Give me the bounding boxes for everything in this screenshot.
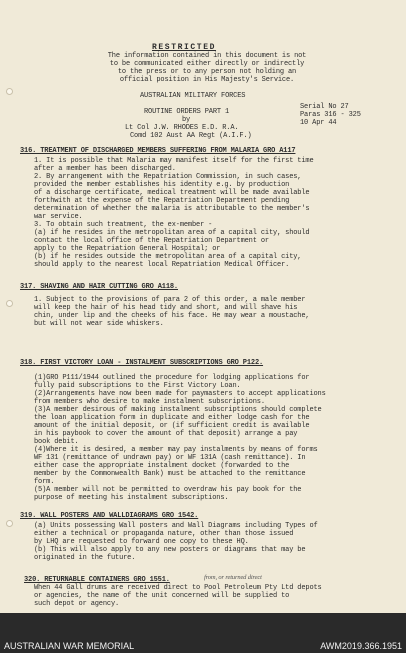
body-line: apply to the Repatriation General Hospital; or [34, 245, 221, 253]
body-line: (a) Units possessing Wall posters and Wall Diagrams including Types of [34, 522, 318, 530]
order-date: 10 Apr 44 [300, 119, 337, 127]
body-line: after a member has been discharged. [34, 165, 176, 173]
body-line: (5)A member will not be permitted to overdraw his pay book for the [34, 486, 302, 494]
punch-hole [6, 520, 13, 527]
punch-hole [6, 88, 13, 95]
notice-line: to be communicated either directly or indirectly [109, 60, 305, 68]
body-line: When 44 Gall drums are received direct to Pool Petroleum Pty Ltd depots [34, 584, 322, 592]
handwritten-annotation: from, or returned direct [204, 574, 262, 581]
body-line: 2. By arrangement with the Repatriation Commission, in such cases, [34, 173, 302, 181]
notice-line: official position in His Majesty's Service. [119, 76, 295, 84]
body-line: amount of the initial deposit, or (if sufficient credit is available [34, 422, 310, 430]
archive-name: AUSTRALIAN WAR MEMORIAL [4, 641, 135, 651]
body-line: the loan application form in duplicate and either lodge cash for the [34, 414, 310, 422]
body-line: provided the member establishes his identity e.g. by production [34, 181, 290, 189]
footer-bar [0, 613, 406, 653]
body-line: 3. To obtain such treatment, the ex-member - [34, 221, 213, 229]
body-line: (b) if he resides outside the metropolitan area of a capital city, [34, 253, 302, 261]
body-line: contact the local office of the Repatriation Department or [34, 237, 269, 245]
body-line: (a) if he resides in the metropolitan area of a capital city, should [34, 229, 310, 237]
body-line: should apply to the nearest local Repatriation Medical Officer. [34, 261, 290, 269]
body-line: form. [34, 478, 55, 486]
body-line: (3)A member desirous of making instalment subscriptions should complete [34, 406, 322, 414]
section-319-body [34, 522, 318, 562]
body-line: (2)Arrangements have now been made for paymasters to accept applications [34, 390, 326, 398]
section-320-body [34, 584, 322, 608]
body-line: (1)GRO P111/1944 outlined the procedure for lodging applications for [34, 374, 310, 382]
forces-title: AUSTRALIAN MILITARY FORCES [140, 92, 246, 100]
body-line: of a discharge certificate, medical treatment will be made available [34, 189, 310, 197]
body-line: chin, under lip and the cheeks of his face. He may wear a moustache, [34, 312, 310, 320]
body-line: book debit. [34, 438, 79, 446]
commander-name: Lt Col J.W. RHODES E.D. R.A. [125, 124, 239, 132]
security-notice [72, 52, 342, 84]
section-317-heading: 317. SHAVING AND HAIR CUTTING GRO A118. [20, 283, 178, 291]
section-316-body [34, 157, 314, 269]
restricted-marking: RESTRICTED [152, 43, 217, 52]
body-line: purpose of meeting his instalment subscriptions. [34, 494, 229, 502]
body-line: 1. It is possible that Malaria may manifest itself for the first time [34, 157, 314, 165]
section-318-heading: 318. FIRST VICTORY LOAN - INSTALMENT SUBSCRIPTIONS GRO P122. [20, 359, 264, 367]
punch-hole [6, 300, 13, 307]
body-line: member by the Commonwealth Bank) must be attached to the remittance [34, 470, 306, 478]
notice-line: The information contained in this document is not [107, 52, 307, 60]
body-line: either a technical or propaganda nature, other than those issued [34, 530, 294, 538]
archive-reference: AWM2019.366.1951 [320, 641, 402, 651]
paras-range: Paras 316 - 325 [300, 111, 361, 119]
body-line: from members who desire to make instalment subscriptions. [34, 398, 265, 406]
body-line: 1. Subject to the provisions of para 2 of this order, a male member [34, 296, 306, 304]
body-line: either case the appropriate instalment docket (forwarded to the [34, 462, 290, 470]
body-line: WF 131 (remittance of undrawn pay) or WF 131A (cash remittance). In [34, 454, 306, 462]
body-line: determination of whether the malaria is attributable to the member's [34, 205, 310, 213]
by-line: by [182, 116, 191, 124]
body-line: (4)Where it is desired, a member may pay instalments by means of forms [34, 446, 318, 454]
body-line: forthwith at the expense of the Repatriation Department pending [34, 197, 290, 205]
section-317-body [34, 296, 309, 328]
section-316-heading: 316. TREATMENT OF DISCHARGED MEMBERS SUFFERING FROM MALARIA GRO A117 [20, 147, 296, 155]
body-line: but will not wear side whiskers. [34, 320, 164, 328]
notice-line: to the press or to any person not holding an [117, 68, 297, 76]
section-318-body [34, 374, 326, 502]
section-320-heading: 320. RETURNABLE CONTAINERS GRO 1551. [24, 576, 170, 584]
body-line: originated in the future. [34, 554, 136, 562]
body-line: or agencies, the name of the unit concerned will be supplied to [34, 592, 290, 600]
body-line: such depot or agency. [34, 600, 120, 608]
command-unit: Comd 102 Aust AA Regt (A.I.F.) [130, 132, 252, 140]
body-line: by LHQ are requested to forward one copy to these HQ. [34, 538, 249, 546]
body-line: in his paybook to cover the amount of that deposit) arrange a pay [34, 430, 298, 438]
body-line: fully paid subscriptions to the First Victory Loan. [34, 382, 241, 390]
orders-title: ROUTINE ORDERS PART 1 [144, 108, 230, 116]
serial-number: Serial No 27 [300, 103, 349, 111]
section-319-heading: 319. WALL POSTERS AND WALLDIAGRAMS GRO 1542. [20, 512, 199, 520]
body-line: will keep the hair of his head tidy and short, and will shave his [34, 304, 298, 312]
body-line: war service. [34, 213, 83, 221]
body-line: (b) This will also apply to any new posters or diagrams that may be [34, 546, 306, 554]
